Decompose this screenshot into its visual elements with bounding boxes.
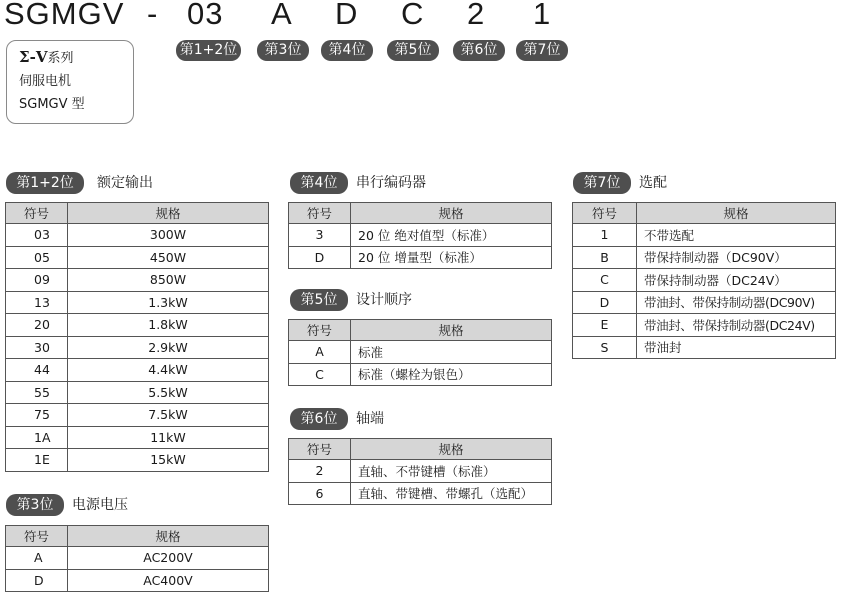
section-title: 串行编码器: [356, 175, 426, 191]
table-digit4: [288, 202, 552, 269]
symbol-cell: C: [573, 269, 637, 292]
symbol-cell: 1A: [6, 426, 68, 449]
col-header-symbol: 符号: [6, 203, 68, 224]
digit-label-3: 第3位: [257, 40, 309, 61]
symbol-cell: 20: [6, 314, 68, 337]
symbol-cell: D: [6, 569, 68, 592]
spec-cell: AC200V: [68, 547, 269, 570]
symbol-cell: 03: [6, 224, 68, 247]
table-row: [573, 291, 836, 314]
spec-cell: 直轴、不带键槽（标准）: [351, 460, 552, 483]
table-row: [6, 381, 269, 404]
section-badge: 第1+2位: [6, 172, 84, 194]
table-row: [289, 224, 552, 247]
spec-cell: 带保持制动器（DC90V）: [637, 246, 836, 269]
series-box: [6, 40, 134, 124]
spec-cell: 标准（螺栓为银色）: [351, 363, 552, 386]
spec-cell: 850W: [68, 269, 269, 292]
table-row: [6, 336, 269, 359]
spec-cell: 带油封、带保持制动器(DC24V): [637, 314, 836, 337]
spec-cell: 300W: [68, 224, 269, 247]
spec-cell: 11kW: [68, 426, 269, 449]
spec-cell: 带油封: [637, 336, 836, 359]
col-header-symbol: 符号: [573, 203, 637, 224]
table-row: [573, 314, 836, 337]
table-row: [6, 547, 269, 570]
spec-cell: 1.3kW: [68, 291, 269, 314]
symbol-cell: D: [289, 246, 351, 269]
symbol-cell: E: [573, 314, 637, 337]
table-row: [6, 246, 269, 269]
symbol-cell: 09: [6, 269, 68, 292]
table-row: [289, 460, 552, 483]
symbol-cell: D: [573, 291, 637, 314]
col-header-symbol: 符号: [289, 439, 351, 460]
col-header-spec: 规格: [637, 203, 836, 224]
col-header-symbol: 符号: [289, 320, 351, 341]
symbol-cell: 55: [6, 381, 68, 404]
spec-cell: 2.9kW: [68, 336, 269, 359]
symbol-cell: 75: [6, 404, 68, 427]
table-row: [6, 569, 269, 592]
model-digit-3: A: [271, 0, 293, 31]
table-row: [6, 314, 269, 337]
series-product: 伺服电机: [19, 74, 72, 89]
digit-label-7: 第7位: [516, 40, 568, 61]
col-header-symbol: 符号: [6, 526, 68, 547]
symbol-cell: 3: [289, 224, 351, 247]
symbol-cell: C: [289, 363, 351, 386]
model-dash: -: [147, 0, 159, 31]
model-digit-5: C: [401, 0, 425, 31]
table-digit12: [5, 202, 269, 472]
symbol-cell: 1: [573, 224, 637, 247]
spec-cell: 450W: [68, 246, 269, 269]
spec-cell: 直轴、带键槽、带螺孔（选配）: [351, 482, 552, 505]
table-row: [289, 482, 552, 505]
spec-cell: 7.5kW: [68, 404, 269, 427]
table-row: [6, 449, 269, 472]
spec-cell: 1.8kW: [68, 314, 269, 337]
col-header-spec: 规格: [351, 320, 552, 341]
spec-cell: 15kW: [68, 449, 269, 472]
digit-label-4: 第4位: [321, 40, 373, 61]
table-row: [6, 269, 269, 292]
section-title: 电源电压: [72, 497, 128, 513]
series-symbol: Σ-V: [19, 48, 48, 66]
section-title: 设计顺序: [356, 292, 412, 308]
section-title: 轴端: [356, 411, 384, 427]
table-row: [6, 426, 269, 449]
digit-label-6: 第6位: [453, 40, 505, 61]
table-row: [573, 246, 836, 269]
symbol-cell: 1E: [6, 449, 68, 472]
table-row: [6, 359, 269, 382]
spec-cell: 带油封、带保持制动器(DC90V): [637, 291, 836, 314]
table-row: [6, 224, 269, 247]
section-badge: 第4位: [290, 172, 348, 194]
section-badge: 第5位: [290, 289, 348, 311]
col-header-spec: 规格: [68, 203, 269, 224]
table-row: [289, 246, 552, 269]
symbol-cell: 2: [289, 460, 351, 483]
symbol-cell: 13: [6, 291, 68, 314]
symbol-cell: 44: [6, 359, 68, 382]
col-header-spec: 规格: [351, 439, 552, 460]
table-row: [573, 336, 836, 359]
table-row: [573, 269, 836, 292]
section-title: 选配: [639, 175, 667, 191]
digit-label-12: 第1+2位: [176, 40, 241, 61]
model-digit-6: 2: [467, 0, 486, 31]
digit-label-5: 第5位: [387, 40, 439, 61]
spec-cell: AC400V: [68, 569, 269, 592]
symbol-cell: A: [289, 341, 351, 364]
series-name: [19, 46, 133, 70]
model-series-code: SGMGV: [4, 0, 125, 31]
spec-cell: 4.4kW: [68, 359, 269, 382]
spec-cell: 20 位 增量型（标准）: [351, 246, 552, 269]
col-header-spec: 规格: [68, 526, 269, 547]
table-row: [6, 404, 269, 427]
series-model: SGMGV 型: [19, 97, 85, 112]
symbol-cell: B: [573, 246, 637, 269]
table-row: [289, 341, 552, 364]
table-digit5: [288, 319, 552, 386]
spec-cell: 带保持制动器（DC24V）: [637, 269, 836, 292]
col-header-symbol: 符号: [289, 203, 351, 224]
section-title: 额定输出: [97, 175, 153, 191]
symbol-cell: S: [573, 336, 637, 359]
spec-cell: 5.5kW: [68, 381, 269, 404]
spec-cell: 不带选配: [637, 224, 836, 247]
table-row: [6, 291, 269, 314]
table-digit6: [288, 438, 552, 505]
table-digit7: [572, 202, 836, 359]
symbol-cell: A: [6, 547, 68, 570]
series-suffix: 系列: [47, 51, 74, 66]
model-digit-12: 03: [187, 0, 224, 31]
section-badge: 第6位: [290, 408, 348, 430]
section-badge: 第3位: [6, 494, 64, 516]
table-row: [573, 224, 836, 247]
spec-cell: 20 位 绝对值型（标准）: [351, 224, 552, 247]
model-digit-4: D: [335, 0, 359, 31]
table-row: [289, 363, 552, 386]
symbol-cell: 30: [6, 336, 68, 359]
symbol-cell: 05: [6, 246, 68, 269]
col-header-spec: 规格: [351, 203, 552, 224]
symbol-cell: 6: [289, 482, 351, 505]
table-digit3: [5, 525, 269, 592]
section-badge: 第7位: [573, 172, 631, 194]
model-digit-7: 1: [533, 0, 552, 31]
spec-cell: 标准: [351, 341, 552, 364]
